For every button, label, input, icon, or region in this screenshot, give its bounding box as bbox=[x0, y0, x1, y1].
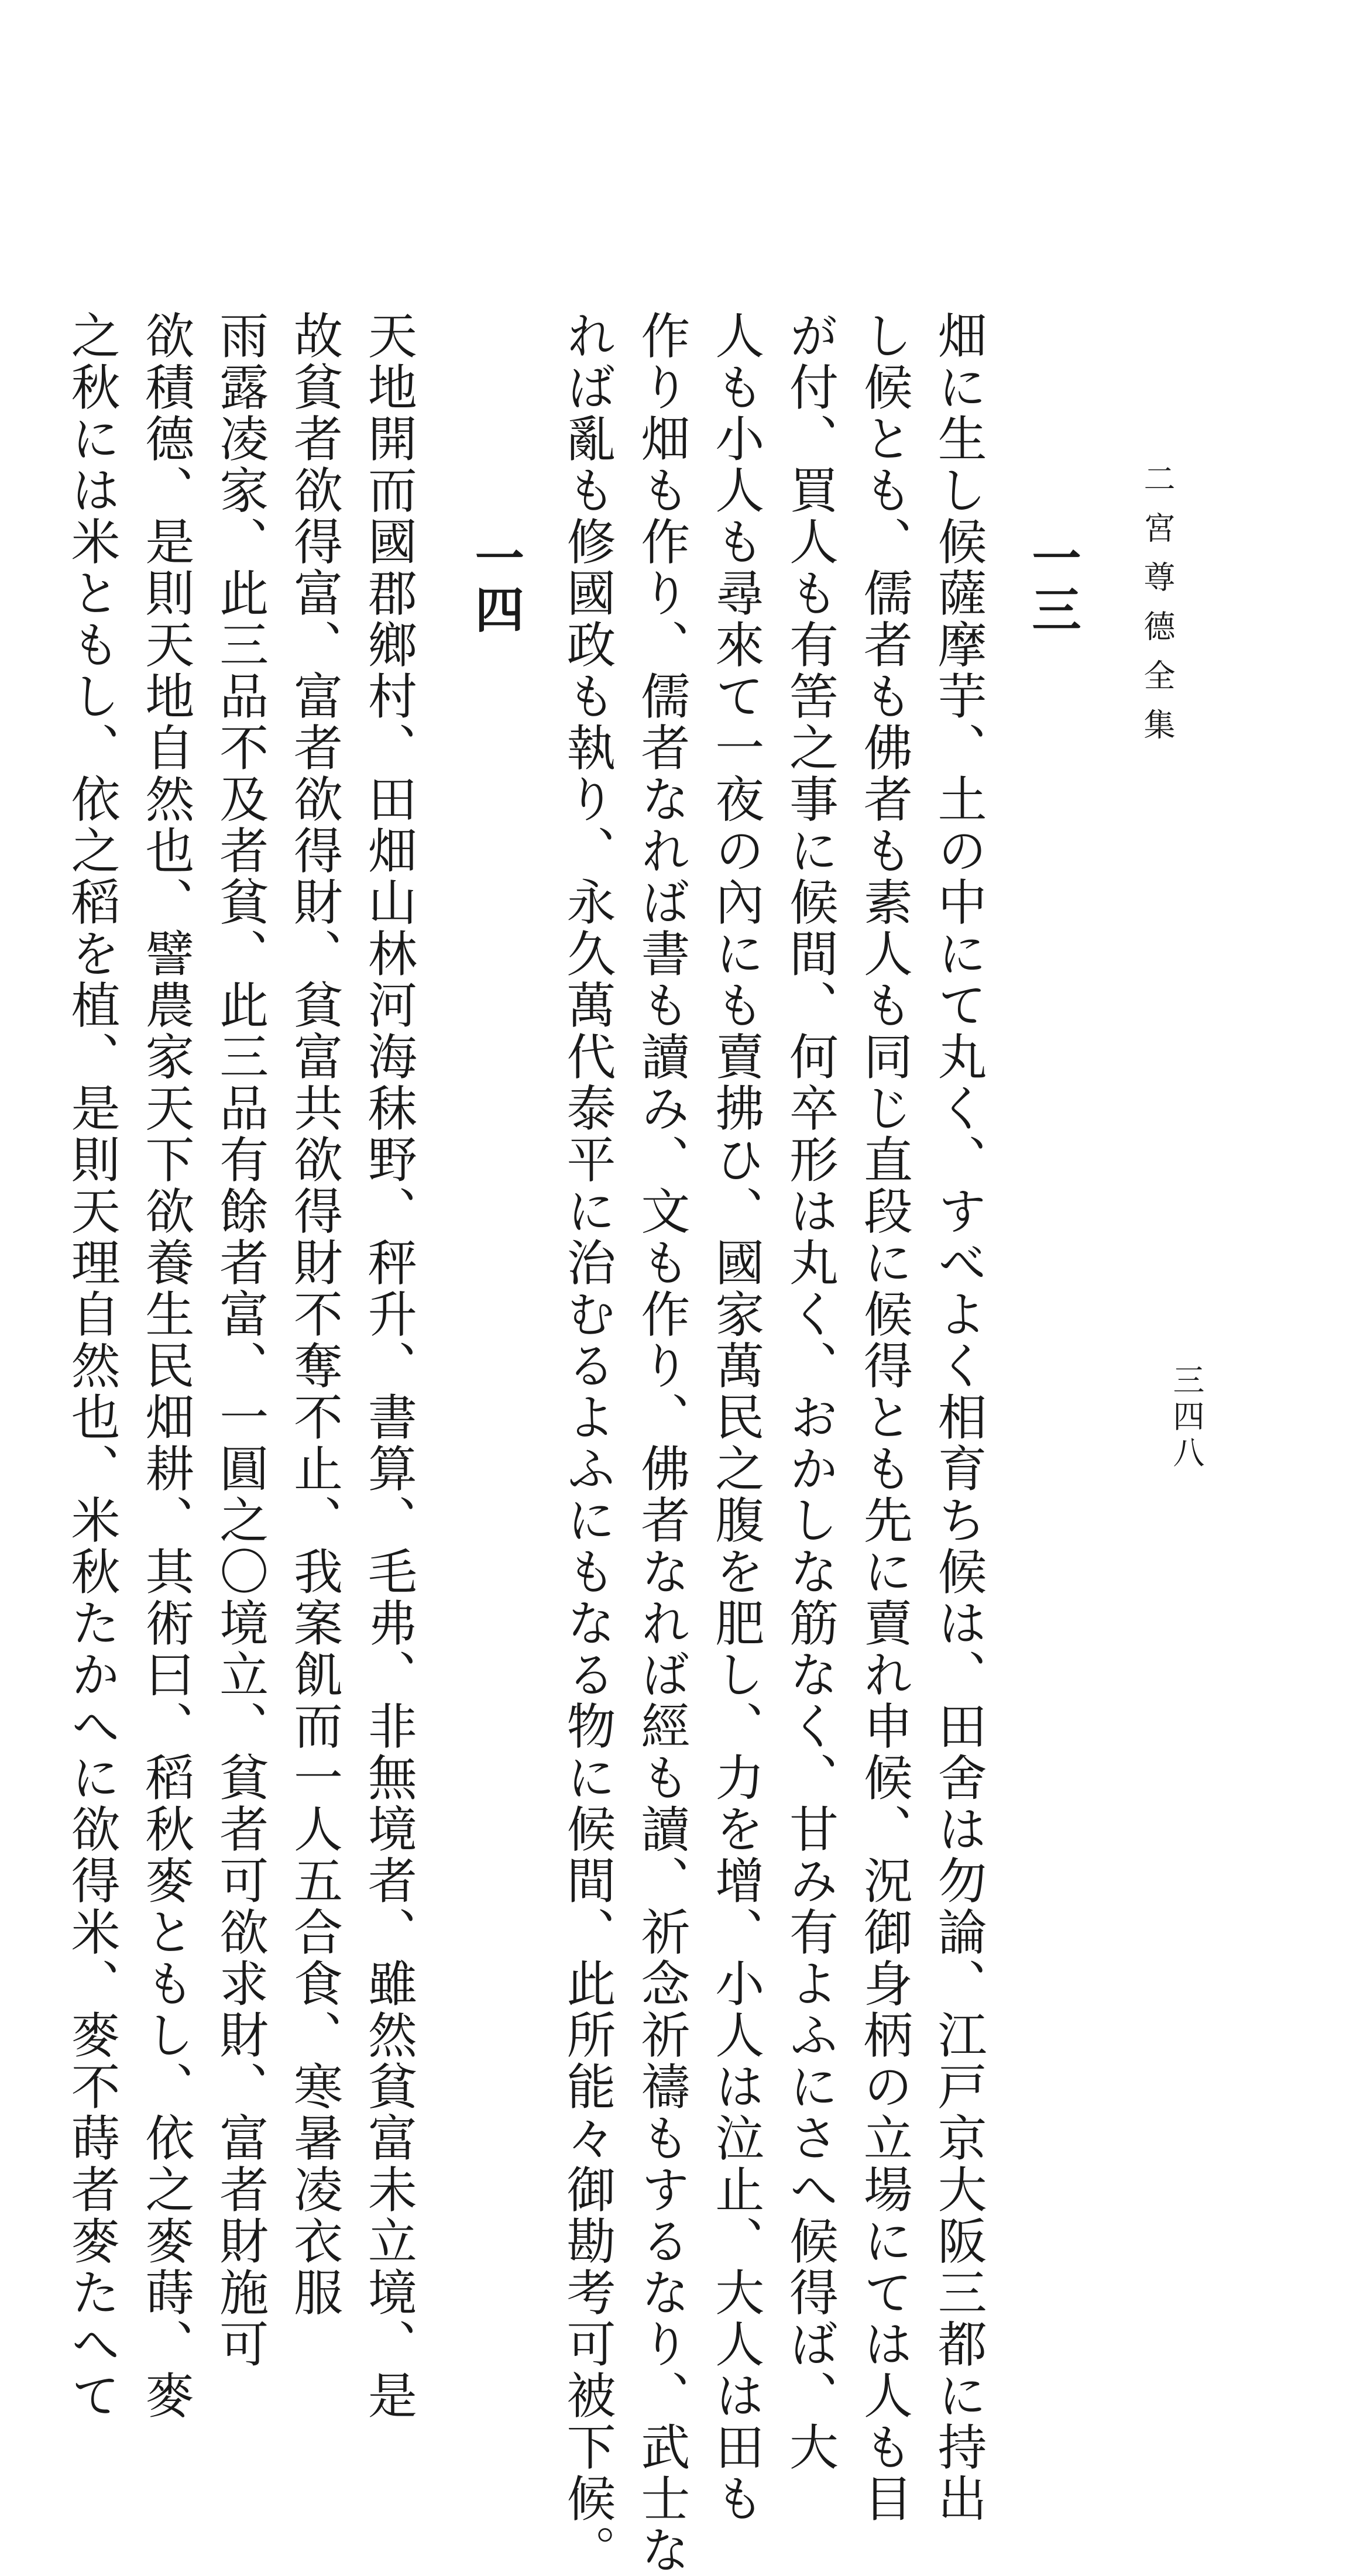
text-column: 雨露凌家、此三品不及者貧、此三品有餘者富、一圓之〇境立、貧者可欲求財、富者財施可 bbox=[211, 310, 269, 2370]
text-column: 之秋には米ともし、依之稻を植、是則天理自然也、米秋たかへに欲得米、麥不蒔者麥たへて bbox=[63, 310, 121, 2422]
section-heading-13: 一三 bbox=[1024, 533, 1082, 636]
text-column: れば亂も修國政も執り、永久萬代泰平に治むるよふにもなる物に候間、此所能々御勘考可被下候。 bbox=[559, 310, 617, 2576]
text-column: 畑に生し候薩摩芋、土の中にて丸く、すべよく相育ち候は、田舍は勿論、江戸京大阪三都に持出 bbox=[930, 310, 988, 2525]
text-column: 作り畑も作り、儒者なれば書も讀み、文も作り、佛者なれば經も讀、祈念祈禱もするなり、武士な bbox=[633, 310, 691, 2576]
text-column: 欲積德、是則天地自然也、譬農家天下欲養生民畑耕、其術曰、稻秋麥ともし、依之麥蒔、麥 bbox=[137, 310, 195, 2422]
section-heading-14: 一四 bbox=[467, 533, 525, 636]
text-column: 人も小人も尋來て一夜の內にも賣拂ひ、國家萬民之腹を肥し、力を增、小人は泣止、大人は田も bbox=[707, 310, 765, 2525]
text-column: し候とも、儒者も佛者も素人も同じ直段に候得とも先に賣れ申候、況御身柄の立場にては人も目 bbox=[856, 310, 913, 2525]
body-text bbox=[54, 310, 1092, 2576]
text-column: が付、買人も有筈之事に候間、何卒形は丸く、おかしな筋なく、甘み有よふにさへ候得ば、大 bbox=[781, 310, 839, 2473]
text-column: 故貧者欲得富、富者欲得財、貧富共欲得財不奪不止、我案飢而一人五合食、寒暑凌衣服 bbox=[286, 310, 344, 2319]
text-column: 天地開而國郡鄉村、田畑山林河海秣野、秤升、書算、毛弗、非無境者、雖然貧富未立境、是 bbox=[360, 310, 418, 2422]
running-title: 二宮尊德全集 bbox=[1139, 462, 1176, 757]
page-number: 三四八 bbox=[1168, 1363, 1205, 1472]
